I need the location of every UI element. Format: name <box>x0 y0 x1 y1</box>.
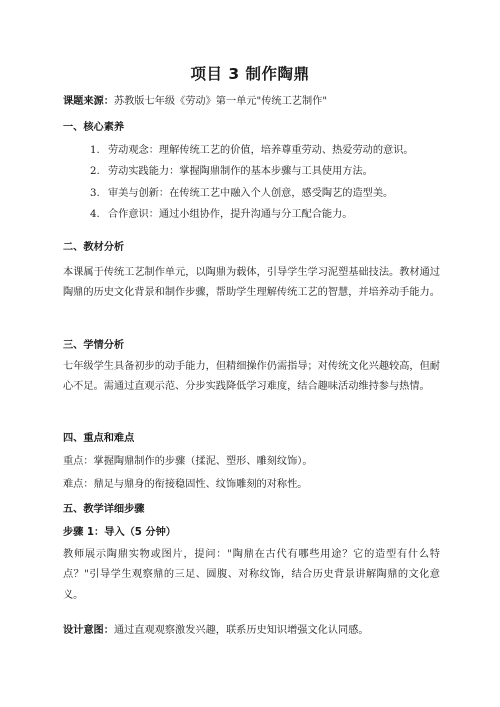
list-item-text: 合作意识：通过小组协作，提升沟通与分工配合能力。 <box>108 209 353 220</box>
course-source <box>63 95 438 109</box>
step1-paragraph: 教师展示陶鼎实物或图片，提问："陶鼎在古代有哪些用途？它的造型有什么特点？"引导学生观察鼎的三足、圆腹、对称纹饰，结合历史背景讲解陶鼎的文化意义。 <box>63 549 440 601</box>
step1-heading: 步骤 1：导入（5 分钟） <box>63 527 176 538</box>
list-item-number: 1. <box>90 145 100 156</box>
list-item-number: 2. <box>90 166 100 177</box>
list-item-number: 3. <box>90 188 100 199</box>
design-intent <box>63 624 438 638</box>
section-heading-core-literacy: 一、核心素养 <box>63 122 125 133</box>
list-item-text: 劳动观念：理解传统工艺的价值，培养尊重劳动、热爱劳动的意识。 <box>108 145 414 156</box>
design-intent-text: 通过直观观察激发兴趣，联系历史知识增强文化认同感。 <box>113 625 369 636</box>
list-item <box>90 144 414 158</box>
learner-analysis-paragraph: 七年级学生具备初步的动手能力，但精细操作仍需指导；对传统文化兴趣较高，但耐心不足。需通过直观示范、分步实践降低学习难度，结合趣味活动维持参与热情。 <box>63 361 440 393</box>
list-item <box>90 208 353 222</box>
textbook-analysis-paragraph: 本课属于传统工艺制作单元，以陶鼎为载体，引导学生学习泥塑基础技法。教材通过陶鼎的历史文化背景和制作步骤，帮助学生理解传统工艺的智慧，并培养动手能力。 <box>63 267 440 299</box>
key-point-text: 重点：掌握陶鼎制作的步骤（揉泥、塑形、雕刻纹饰）。 <box>63 456 313 467</box>
section-heading-key-difficult: 四、重点和难点 <box>63 433 135 444</box>
list-item <box>90 187 393 201</box>
list-item-text: 审美与创新：在传统工艺中融入个人创意，感受陶艺的造型美。 <box>108 188 394 199</box>
course-source-label: 课题来源： <box>63 96 114 107</box>
design-intent-label: 设计意图： <box>63 625 114 636</box>
difficult-point-text: 难点：鼎足与鼎身的衔接稳固性、纹饰雕刻的对称性。 <box>63 479 308 490</box>
list-item <box>90 165 373 179</box>
section-heading-teaching-steps: 五、教学详细步骤 <box>63 504 145 515</box>
section-heading-textbook-analysis: 二、教材分析 <box>63 242 125 253</box>
section-heading-learner-analysis: 三、学情分析 <box>63 340 125 351</box>
list-item-number: 4. <box>90 209 100 220</box>
list-item-text: 劳动实践能力：掌握陶鼎制作的基本步骤与工具使用方法。 <box>108 166 373 177</box>
document-title: 项目 3 制作陶鼎 <box>190 65 310 83</box>
course-source-text: 苏教版七年级《劳动》第一单元"传统工艺制作" <box>113 96 328 107</box>
